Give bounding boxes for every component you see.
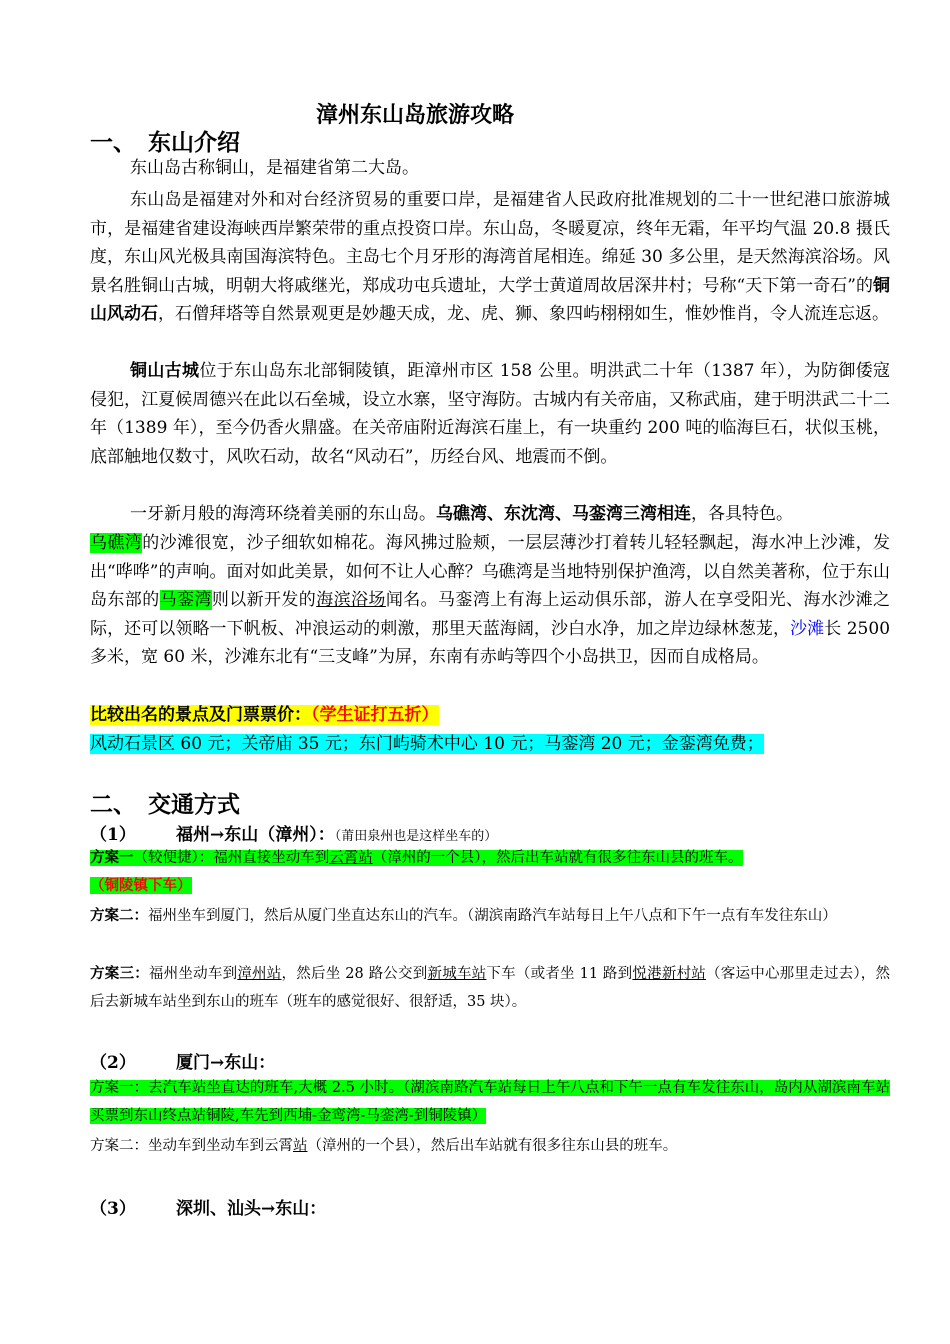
section-title: 东山介绍 [148, 129, 240, 156]
text-run: （漳州的一个县），然后出车站就有很多往东山县的班车。 [307, 1138, 678, 1154]
page-title: 漳州东山岛旅游攻略 [315, 102, 514, 128]
text-run: 位于东山岛东北部铜陵镇，距漳州市区 158 公里。明洪武二十年（1387 年），为防御倭寇侵犯，江夏候周德兴在此以石垒城，设立水寨，坚守海防。古城内有关帝庙，又称武庙，建于明洪武二十二年（1389 年），至今仍香火鼎盛。在关帝庙附近海滨石崖上，有一块重约 200 吨的临海巨石，状似玉桃，底部触地仅数寸，风吹石动，故名“风动石”，历经台风、地震而不倒。 [90, 361, 891, 467]
paragraph-bays-detail [90, 529, 890, 672]
ticket-note: （学生证打五折） [311, 705, 439, 725]
section-heading-intro [90, 124, 240, 157]
ticket-prices: 风动石景区 60 元；关帝庙 35 元；东门屿骑术中心 10 元；马銮湾 20 元；金銮湾免费； [90, 734, 764, 754]
section-title: 交通方式 [148, 791, 240, 818]
route-title: 厦门→东山： [176, 1053, 276, 1073]
plan-xiamen-1 [90, 1074, 890, 1130]
paragraph-ancient-city [90, 357, 890, 471]
highlight-wujiao-bay: 乌礁湾 [90, 533, 143, 553]
route-title: 福州→东山（漳州）： [176, 825, 335, 845]
route-index: （2） [90, 1053, 136, 1073]
link-xincheng-station: 新城车站 [427, 966, 487, 982]
paragraph-overview [90, 186, 890, 329]
link-yunxiao-station: 云霄站 [329, 850, 373, 866]
route-heading-fuzhou [90, 820, 497, 845]
link-zhangzhou-station: 漳州站 [237, 966, 282, 982]
blue-text-beach: 沙滩 [790, 618, 825, 639]
ticket-label-line [90, 702, 439, 728]
section-number: 一、 [90, 129, 136, 156]
note-tongling: （铜陵镇下车） [90, 877, 192, 894]
plan-text: 方案一：去汽车站坐直达的班车,大概 2.5 小时。（湖滨南路汽车站每日上午八点和下午一点有车发往东山，岛内从湖滨南车站买票到东山终点站铜陵,车先到西埔-金鸾湾-马銮湾-到铜陵镇） [90, 1080, 890, 1124]
text-run: 长 2500 多米，宽 60 米，沙滩东北有“三支峰”为屏，东南有赤屿等四个小岛拱卫，因而自成格局。 [90, 618, 891, 668]
paragraph-bays-intro [90, 500, 890, 529]
plan-xiamen-2 [90, 1132, 890, 1160]
text-run: （较便捷）：福州直接坐动车到 [133, 850, 330, 866]
route-index: （3） [90, 1199, 136, 1219]
route-note: （莆田泉州也是这样坐车的） [334, 829, 498, 844]
text-run: 方案二：坐动车到坐动车到云霄 [90, 1138, 293, 1154]
text-run: 则以新开发的 [211, 590, 317, 611]
text-run: 下车（或者坐 11 路到 [486, 966, 633, 982]
link-beach: 海滨浴场 [316, 590, 386, 611]
ticket-label: 比较出名的景点及门票票价： [90, 705, 311, 725]
plan-label: 方案一 [90, 849, 134, 866]
text-run: 东山岛是福建对外和对台经济贸易的重要口岸，是福建省人民政府批准规划的二十一世纪港口旅游城市，是福建省建设海峡西岸繁荣带的重点投资口岸。东山岛，冬暖夏凉，终年无霜，年平均气温 20.8 摄氏度，东山风光极具南国海滨特色。主岛七个月牙形的海湾首尾相连。绵延 30 多公里，是天然海滨浴场。风景名胜铜山古城，明朝大将戚继光，郑成功屯兵遗址，大学士黄道周故居深井村；号称“天下第一奇石”的 [90, 190, 890, 296]
highlight-tongshan-city: 铜山古城 [130, 361, 200, 381]
highlight-fengdongshi: 铜山风动石 [90, 275, 890, 325]
route-index: （1） [90, 825, 136, 845]
text-run: ，石僧拜塔等自然景观更是妙趣天成，龙、虎、狮、象四屿栩栩如生，惟妙惟肖，令人流连忘返。 [158, 304, 889, 325]
ticket-prices-line [90, 731, 764, 757]
text-run: 一牙新月般的海湾环绕着美丽的东山岛。 [130, 504, 436, 524]
text-run: 的沙滩很宽，沙子细软如棉花。海风拂过脸颊，一层层薄沙打着转儿轻轻飘起，海水冲上沙滩，发出“哗哗”的声响。面对如此美景，如何不让人心醉？乌礁湾是当地特别保护渔湾，以自然美著称，位于东山岛东部的 [90, 533, 891, 611]
route-heading-xiamen [90, 1048, 275, 1073]
route-title: 深圳、汕头→东山： [176, 1199, 327, 1219]
highlight-three-bays: 乌礁湾、东沈湾、马銮湾三湾相连 [436, 504, 691, 524]
plan-label: 方案三： [90, 965, 149, 982]
plan-fuzhou-1 [90, 844, 890, 900]
text-run: ，然后坐 28 路公交到 [281, 966, 428, 982]
link-yuegang-station: 悦港新村站 [632, 966, 707, 982]
route-heading-shenzhen [90, 1194, 326, 1219]
plan-label: 方案二： [90, 907, 148, 924]
section-heading-transport [90, 786, 240, 819]
section-number: 二、 [90, 791, 136, 818]
text-run: （客运中心那里走过去），然后去新城车站坐到东山的班车（班车的感觉很好、很舒适，35 块）。 [90, 966, 891, 1010]
plan-fuzhou-3 [90, 960, 890, 1016]
paragraph-intro: 东山岛古称铜山，是福建省第二大岛。 [130, 158, 419, 178]
text-run: ，各具特色。 [691, 504, 793, 524]
text-run: 福州坐动车到 [148, 966, 238, 982]
text-run: 福州坐车到厦门，然后从厦门坐直达东山的汽车。（湖滨南路汽车站每日上午八点和下午一点有车发往东山） [148, 908, 837, 924]
plan-fuzhou-2 [90, 902, 890, 930]
link-station: 站 [293, 1138, 308, 1154]
text-run: 闻名。马銮湾上有海上运动俱乐部，游人在享受阳光、海水沙滩之际，还可以领略一下帆板、冲浪运动的刺激，那里天蓝海阔，沙白水净，加之岸边绿林葱茏， [90, 590, 891, 639]
text-run: （漳州的一个县），然后出车站就有很多往东山县的班车。 [372, 850, 743, 866]
highlight-maluan-bay: 马銮湾 [159, 590, 212, 611]
